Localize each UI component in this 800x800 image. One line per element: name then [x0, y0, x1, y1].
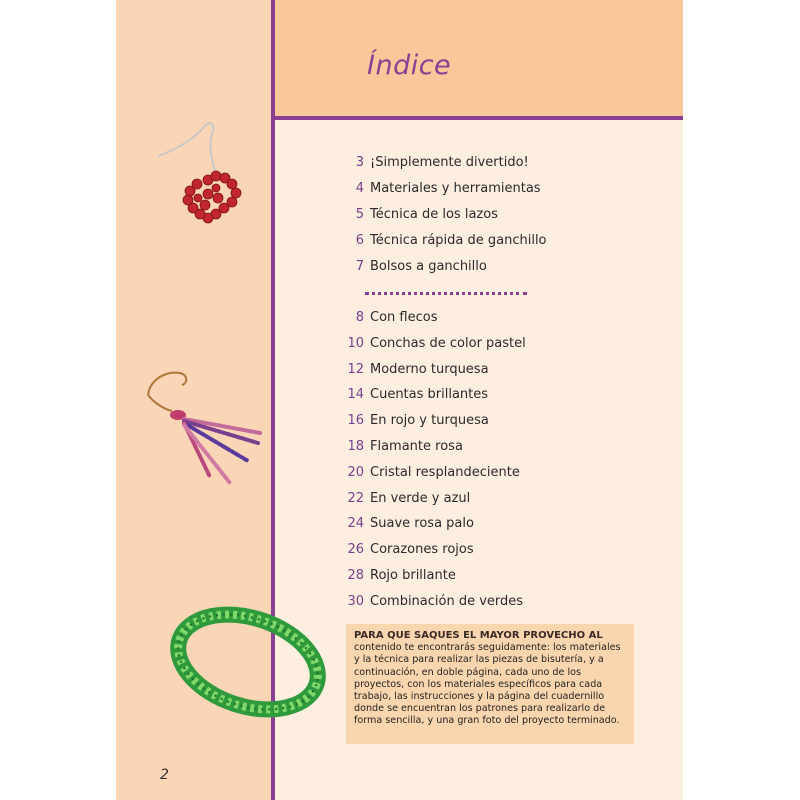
toc-entry [330, 155, 650, 173]
toc-label: Con flecos [370, 310, 438, 325]
toc-page-number: 22 [347, 490, 364, 506]
toc-entry [330, 336, 650, 354]
toc-page-number: 6 [355, 233, 364, 248]
toc-page-number: 4 [355, 181, 364, 196]
toc-label: Moderno turquesa [370, 361, 489, 377]
toc-page-number: 26 [347, 542, 364, 558]
toc-entry [330, 568, 650, 586]
toc-label: Suave rosa palo [370, 516, 474, 532]
horizontal-divider [275, 116, 683, 120]
toc-entry [330, 181, 650, 199]
fringe-earring-image [140, 365, 270, 490]
header-band [275, 0, 683, 116]
toc-label: En verde y azul [370, 490, 471, 506]
toc-label: Materiales y herramientas [370, 181, 541, 196]
toc-entry [330, 259, 650, 277]
toc-page-number: 8 [355, 310, 364, 325]
toc-entry [330, 387, 650, 405]
toc-entry [330, 207, 650, 225]
toc-page-number: 12 [347, 361, 364, 377]
toc-label: Combinación de verdes [370, 593, 524, 609]
toc-entry [330, 413, 650, 431]
toc-page-number: 16 [347, 413, 364, 429]
toc-page-number: 3 [355, 155, 364, 170]
toc-page-number: 14 [347, 387, 364, 403]
toc-page-number: 24 [347, 516, 364, 532]
toc-page-number: 28 [347, 568, 364, 583]
toc-label: Bolsos a ganchillo [370, 259, 487, 274]
toc-label: Conchas de color pastel [370, 335, 526, 351]
toc-label: Flamante rosa [370, 439, 463, 454]
toc-page-number: 18 [347, 439, 364, 454]
toc-page-number: 7 [355, 259, 364, 274]
toc-page-number: 30 [347, 593, 364, 609]
toc-entry [330, 491, 650, 509]
toc-entry [330, 594, 650, 612]
toc-page-number: 20 [347, 464, 364, 480]
toc-label: Técnica de los lazos [370, 207, 498, 222]
info-box-body: contenido te encontrarás seguidamente: los materiales y la técnica para realizar las piezas de bisutería, y a continuación, en doble página, cada uno de los proyectos, con los materiales específicos para cada trabajo, las instrucciones y la página del cuadernillo donde se encuentran los patrones para realizarlo de forma sencilla, y una gran foto del proyecto terminado. [354, 642, 621, 727]
toc-page-number: 10 [347, 335, 364, 351]
red-earring-image [150, 118, 260, 233]
info-box [346, 624, 634, 744]
page-number: 2 [160, 767, 169, 783]
toc-entry [330, 516, 650, 534]
toc-entry [330, 439, 650, 457]
toc-entry [330, 465, 650, 483]
toc-label: En rojo y turquesa [370, 413, 489, 429]
toc-entry [330, 233, 650, 251]
toc-entry [330, 542, 650, 560]
toc-page-number: 5 [355, 207, 364, 222]
toc-label: Cuentas brillantes [370, 387, 489, 403]
section-separator [365, 292, 527, 295]
toc-label: ¡Simplemente divertido! [370, 155, 529, 170]
toc-label: Rojo brillante [370, 568, 456, 583]
info-box-lead: PARA QUE SAQUES EL MAYOR PROVECHO AL [354, 630, 603, 641]
toc-label: Cristal resplandeciente [370, 464, 520, 480]
green-bracelet-image [166, 600, 331, 725]
toc-label: Técnica rápida de ganchillo [370, 233, 547, 248]
toc-label: Corazones rojos [370, 542, 474, 558]
page-title: Índice [367, 50, 452, 81]
toc-entry [330, 310, 650, 328]
toc-entry [330, 362, 650, 380]
